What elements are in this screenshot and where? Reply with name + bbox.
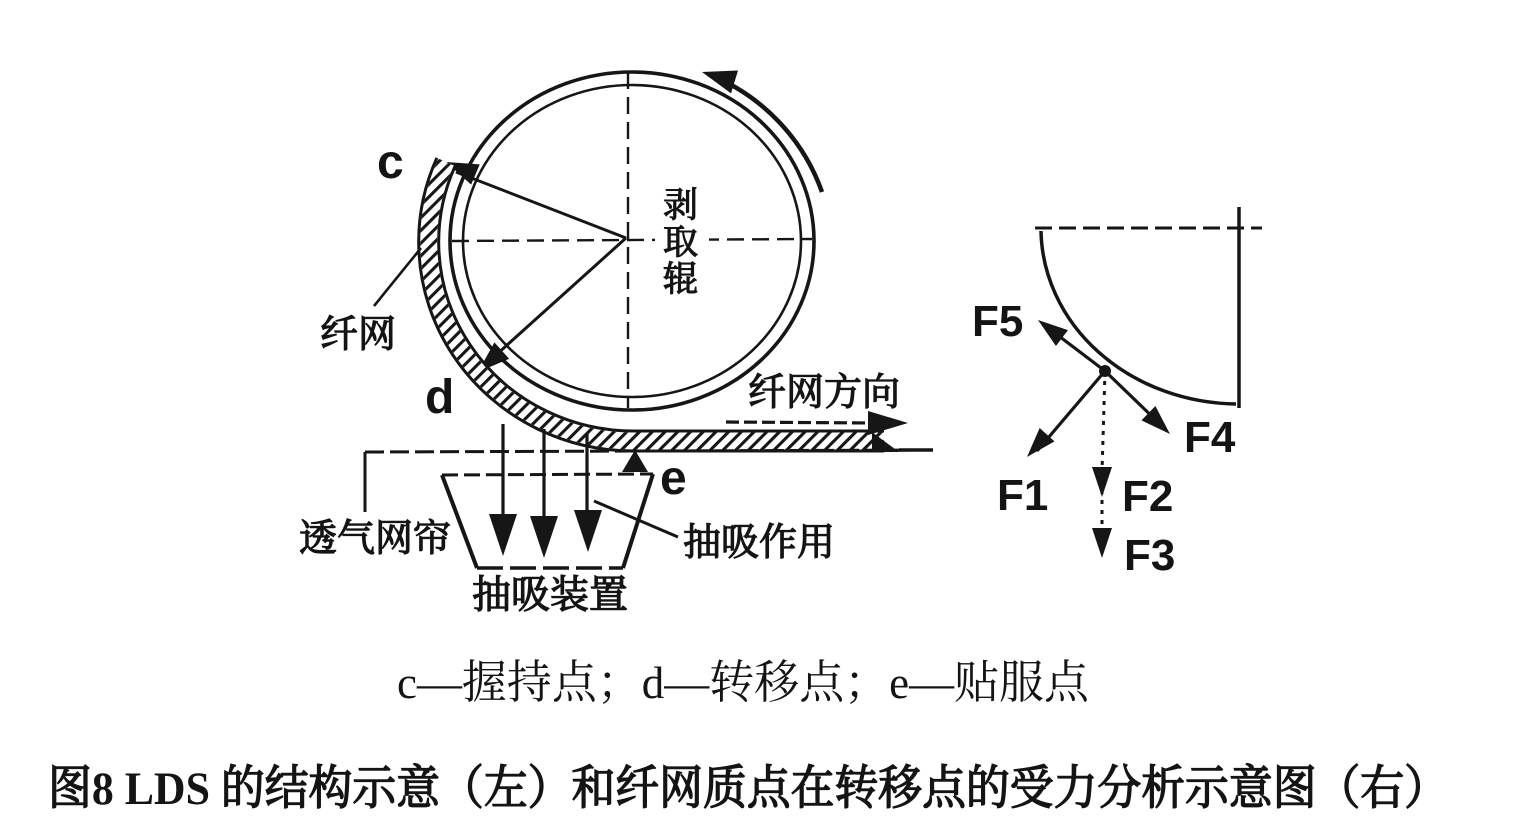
roller-horizontal-centerline [452, 239, 812, 241]
roller-label-char3: 辊 [663, 260, 699, 299]
web-label: 纤网 [320, 314, 397, 356]
point-e-arrowhead-icon [622, 450, 648, 472]
force-f2-vector [1102, 371, 1105, 472]
force-f5-label: F5 [972, 297, 1024, 346]
figure-key-caption: c—握持点；d—转移点；e—贴服点 [397, 657, 1090, 708]
radius-to-d [486, 238, 626, 364]
web-direction-line [726, 422, 872, 423]
force-f4-label: F4 [1184, 413, 1236, 462]
roller-label-char1: 剥 [663, 186, 699, 225]
mesh-curtain-line [365, 450, 930, 452]
force-f3-label: F3 [1124, 531, 1176, 580]
suction-arrowhead-icon [574, 510, 602, 552]
force-f3-arrowhead-icon [1092, 528, 1112, 558]
figure-title: 图8 LDS 的结构示意（左）和纤网质点在转移点的受力分析示意图（右） [48, 763, 1448, 815]
point-d-label: d [425, 371, 455, 424]
suction-arrowhead-icon [489, 514, 517, 556]
force-f1-label: F1 [997, 471, 1049, 520]
point-e-label: e [660, 452, 687, 505]
web-direction-label: 纤网方向 [748, 372, 901, 414]
suction-action-label: 抽吸作用 [683, 522, 836, 564]
force-f1-arrowhead-icon [1020, 428, 1055, 464]
roller-rotation-arrowhead-icon [698, 61, 738, 94]
force-f2-label: F2 [1122, 472, 1174, 521]
suction-box-top-edge [442, 474, 653, 475]
force-f5-arrowhead-icon [1032, 312, 1068, 346]
roller-label-char2: 取 [663, 223, 699, 262]
point-c-label: c [377, 136, 404, 189]
suction-device-label: 抽吸装置 [472, 574, 629, 617]
web-label-leader [374, 248, 421, 306]
roller-rotation-arc [708, 74, 822, 192]
suction-arrowhead-icon [530, 516, 558, 558]
mesh-curtain-label: 透气网帘 [299, 518, 452, 560]
force-analysis-diagram [972, 207, 1262, 580]
roller-surface-arc [1041, 231, 1236, 404]
web-direction-arrowhead-icon [868, 411, 908, 435]
lds-structure-diagram [299, 61, 933, 617]
radius-to-c [456, 172, 626, 238]
